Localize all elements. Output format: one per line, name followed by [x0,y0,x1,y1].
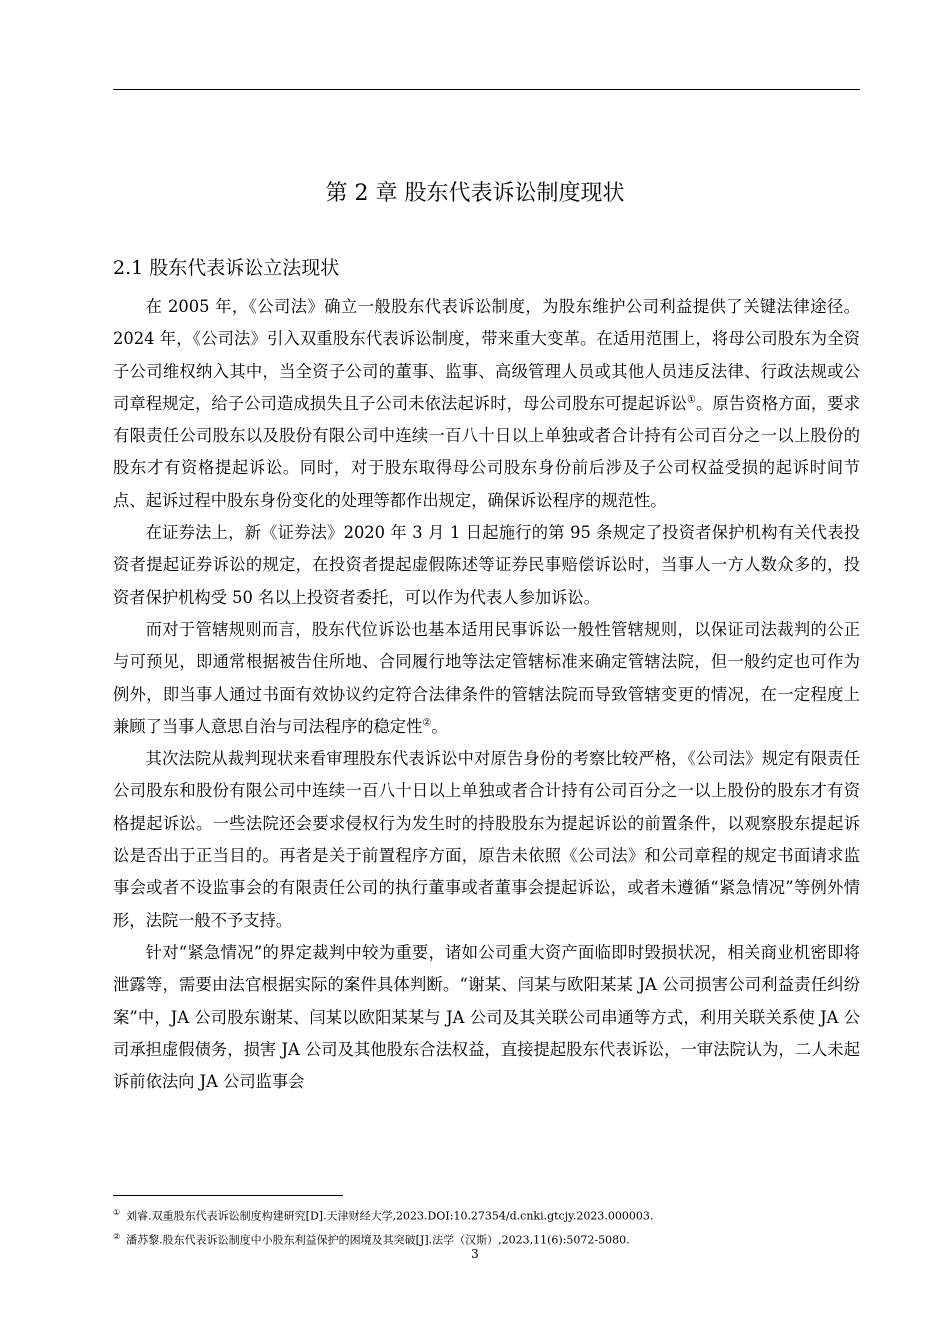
footnote-text: 潘苏黎.股东代表诉讼制度中小股东利益保护的困境及其突破[J].法学（汉斯）,2023,11(6):5072-5080. [126,1233,630,1247]
footnote [113,1203,860,1227]
footnote-mark: ① [113,1208,121,1217]
header-rule [113,89,860,90]
chapter-title: 第 2 章 股东代表诉讼制度现状 [325,181,625,206]
paragraph: 针对“紧急情况”的界定裁判中较为重要，诸如公司重大资产面临即时毁损状况，相关商业机密即将泄露等，需要由法官根据实际的案件具体判断。“谢某、闫某与欧阳某某 JA 公司损害公司利益责任纠纷案”中，JA 公司股东谢某、闫某以欧阳某某与 JA 公司及其关联公司串通等方式，利用关联关系使 JA 公司承担虚假债务，损害 JA 公司及其他股东合法权益，直接提起股东代表诉讼，一审法院认为，二人未起诉前依法向 JA 公司监事会 [113,942,860,1092]
footnotes [113,1203,860,1250]
paragraph: 其次法院从裁判现状来看审理股东代表诉讼中对原告身份的考察比较严格，《公司法》规定有限责任公司股东和股份有限公司中连续一百八十日以上单独或者合计持有公司百分之一以上股份的股东才有资格提起诉讼。一些法院还会要求侵权行为发生时的持股股东为提起诉讼的前置条件，以观察股东提起诉讼是否出于正当目的。再者是关于前置程序方面，原告未依照《公司法》和公司章程的规定书面请求监事会或者不设监事会的有限责任公司的执行董事或者董事会提起诉讼，或者未遵循“紧急情况”等例外情形，法院一般不予支持。 [113,749,860,930]
body-text [113,291,860,1098]
paragraph: 在证券法上，新《证券法》2020 年 3 月 1 日起施行的第 95 条规定了投资者保护机构有关代表投资者提起证券诉讼的规定，在投资者提起虚假陈述等证券民事赔偿诉讼时，当事人一方人数众多的，投资者保护机构受 50 名以上投资者委托，可以作为代表人参加诉讼。 [113,523,860,607]
footnote-separator [113,1195,343,1196]
footnote-text: 刘睿.双重股东代表诉讼制度构建研究[D].天津财经大学,2023.DOI:10.27354/d.cnki.gtcjy.2023.000003. [126,1209,654,1223]
footnote-ref[interactable]: ② [422,717,432,729]
footnote-mark: ② [113,1231,121,1241]
paragraph: 而对于管辖规则而言，股东代位诉讼也基本适用民事诉讼一般性管辖规则，以保证司法裁判的公正与可预见，即通常根据被告住所地、合同履行地等法定管辖标准来确定管辖法院，但一般约定也可作为例外，即当事人通过书面有效协议约定符合法律条件的管辖法院而导致管辖变更的情况，在一定程度上兼顾了当事人意思自治与司法程序的稳定性②。 [113,619,860,736]
paragraph: 在 2005 年，《公司法》确立一般股东代表诉讼制度，为股东维护公司利益提供了关键法律途径。2024 年，《公司法》引入双重股东代表诉讼制度，带来重大变革。在适用范围上，将母公司股东为全资子公司维权纳入其中，当全资子公司的董事、监事、高级管理人员或其他人员违反法律、行政法规或公司章程规定，给子公司造成损失且子公司未依法起诉时，母公司股东可提起诉讼①。原告资格方面，要求有限责任公司股东以及股份有限公司中连续一百八十日以上单独或者合计持有公司百分之一以上股份的股东才有资格提起诉讼。同时，对于股东取得母公司股东身份前后涉及子公司权益受损的起诉时间节点、起诉过程中股东身份变化的处理等都作出规定，确保诉讼程序的规范性。 [113,297,860,510]
page-number: 3 [471,1247,479,1261]
section-title: 2.1 股东代表诉讼立法现状 [113,257,340,279]
footnote-ref[interactable]: ① [687,394,697,406]
